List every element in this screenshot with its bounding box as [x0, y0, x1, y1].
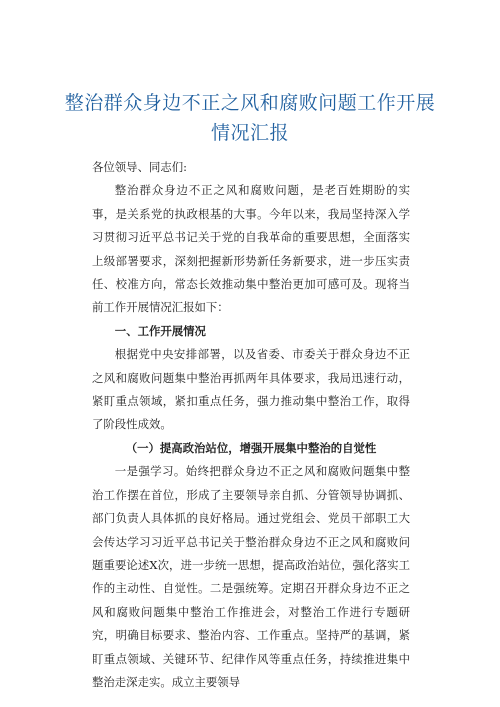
section-paragraph: 根据党中央安排部署，以及省委、市委关于群众身边不正之风和腐败问题集中整治再抓两年具体要求，我局迅速行动，紧盯重点领域，紧扣重点任务，强力推动集中整治工作，取得了阶段性成效。 [92, 347, 410, 432]
document-title: 整治群众身边不正之风和腐败问题工作开展情况汇报 [64, 92, 436, 144]
salutation: 各位领导、同志们: [92, 160, 187, 174]
intro-paragraph: 整治群众身边不正之风和腐败问题，是老百姓期盼的实事，是关系党的执政根基的大事。今年以来，我局坚持深入学习贯彻习近平总书记关于党的自我革命的重要思想，全面落实上级部署要求，深刻把握新形势新任务新要求，进一步压实责任、校准方向，常态长效推动集中整治更加可感可及。现将当前工作开展情况汇报如下： [92, 183, 410, 315]
document-body [92, 156, 410, 694]
subsection-paragraph: 一是强学习。始终把群众身边不正之风和腐败问题集中整治工作摆在首位，形成了主要领导亲自抓、分管领导协调抓、部门负责人具体抓的良好格局。通过党组会、党员干部职工大会传达学习习近平总书记关于整治群众身边不正之风和腐败问题重要论述X次，进一步统一思想，提高政治站位，强化落实工作的主动性、自觉性。二是强统筹。定期召开群众身边不正之风和腐败问题集中整治工作推进会，对整治工作进行专题研究，明确目标要求、整治内容、工作重点。坚持严的基调，紧盯重点领域、关键环节、纪律作风等重点任务，持续推进集中整治走深走实。成立主要领导 [92, 464, 410, 689]
section-heading-work-progress: 一、工作开展情况 [114, 323, 206, 338]
subsection-heading-political-stance: （一）提高政治站位，增强开展集中整治的自觉性 [125, 440, 377, 455]
